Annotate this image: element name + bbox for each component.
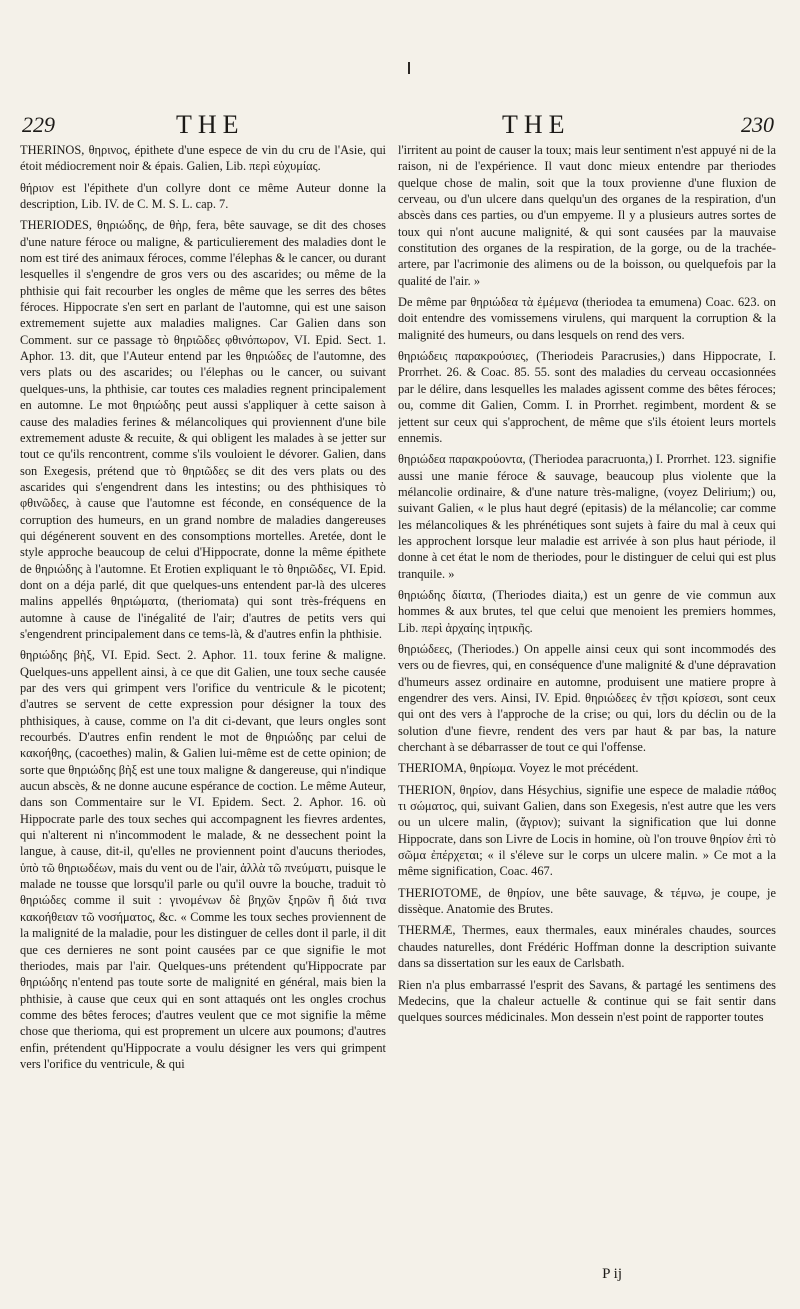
- entry-theriotome: THERIOTOME, de θηρίον, une bête sauvage, & τέμνω, je coupe, je dissèque. Anatomie des Brutes.: [398, 885, 776, 917]
- gutter-mark: [408, 62, 410, 74]
- entry-theriodea-paracruonta: θηριώδεα παρακρούοντα, (Theriodea paracruonta,) I. Prorrhet. 123. signifie aussi une manie féroce & sauvage, beaucoup plus violente que la mélancolie ordinaire, & d'une nature très-maligne, (voyez Delirium;) ou, suivant Galien, « le plus haut degré (epitasis) de la mélancolie; car comme les mélancoliques & les phrénétiques sont sujets à faire du mal à ceux qui les approchent lorsque leur maladie est arrivée à son plus haut période, il donne à cet état le nom de theriodes, pour le distinguer de celui qui est plus tranquile. »: [398, 452, 776, 581]
- left-running-head: THE: [176, 110, 245, 139]
- entry-therion: THERION, θηρίον, dans Hésychius, signifie une espece de maladie πάθος τι σώματος, qui, suivant Galien, dans son Exegesis, n'est autre que les vers ou un ulcere malin, (ἄγριον); suivant la signification que lui donne Hippocrate, dans son Livre de Locis in homine, où l'on trouve θηρίον ἐπὶ τὸ σῶμα ἐπέρχεται; « il s'éleve sur le corps un ulcere malin. » Ce mot a la même signification, Coac. 467.: [398, 782, 776, 879]
- left-page-number: 229: [22, 112, 55, 137]
- left-column: [20, 142, 386, 1264]
- entry-theriodes-diaita: θηριώδης δίαιτα, (Theriodes diaita,) est un genre de vie commun aux hommes & aux brutes, tel que celui que menoient les premiers hommes, Lib. περὶ ἀρχαίης ἰητρικῆς.: [398, 587, 776, 635]
- entry-therion-collyre: θήριον est l'épithete d'un collyre dont ce même Auteur donne la description, Lib. IV. de C. M. S. L. cap. 7.: [20, 180, 386, 212]
- entry-therioma: THERIOMA, θηρίωμα. Voyez le mot précédent.: [398, 761, 639, 776]
- entry-theriodes-bex: θηριώδης βὴξ, VI. Epid. Sect. 2. Aphor. 11. toux ferine & maligne. Quelques-uns appellent ainsi, à ce que dit Galien, une toux seche causée par des vers qui grimpent vers l'orifice du ventricule & le picotent; d'autres se servent de cette expression pour désigner la toux des phthisiques, à cause, comme on l'a dit ci-devant, que leurs ongles sont recourbés. D'autres enfin rendent le mot de θηριώδης par celui de κακοήθης, (cacoethes) malin, & Galien lui-même est de cette opinion; de sorte que θηριώδης βὴξ est une toux maligne & dangereuse, qui n'indique aucun abscès, & ne donne aucune espérance de coction. Le même Auteur, dans son Commentaire sur le VI. Epidem. Sect. 2. Aphor. 16. où Hippocrate parle des toux seches qui accompagnent les fievres ardentes, qui n'alterent ni n'incommodent le malade, & ne dessechent point la langue, à cause, dit-il, qu'elles ne proviennent point d'aucuns theriodes, ὑπὸ τῶ θηριωδέων, mais du vent ou de l'air, ἀλλὰ τῶ πνεύματι, puisque le malade ne tousse que lorsqu'il parle ou qu'il ouvre la bouche, traduit τὸ θηριώδες comme il suit : γινομένων δὲ βηχῶν ξηρῶν ἢ διά τινα κακοήθειαν τῶ νοσήματος, &c. « Comme les toux seches proviennent de la malignité de la maladie, pour les distinguer de celles dont il parle, il dit que ces dernieres ne sont point causées par ce que signifie le mot theriodes, mais par l'air. Quelques-uns prétendent qu'Hippocrate par θηριώδης n'entend pas toute sorte de malignité en général, mais bien la phthisie, à cause que ceux qui en sont attaqués ont les ongles crochus comme des bêtes feroces; d'autres veulent que ce mot signifie la même chose que therioma, qui est proprement un ulcere aux poumons; d'autres enfin, prétendent qu'Hippocrate a voulu désigner les vers qui grimpent vers l'orifice du ventricule, & qui: [20, 648, 386, 1071]
- entry-theriodea-emumena: De même par θηριώδεα τὰ ἐμέμενα (theriodea ta emumena) Coac. 623. on doit entendre des vomissemens virulens, qui marquent la corruption & la malignité des humeurs, ou dans lesquels on rend des vers.: [398, 295, 776, 342]
- page-header: [0, 110, 800, 144]
- entry-thermae-text: Rien n'a plus embarrassé l'esprit des Savans, & partagé les sentimens des Medecins, que la chaleur actuelle & continue qui se fait sentir dans quelques sources médicinales. Mon dessein n'est point de rapporter toutes: [398, 977, 776, 1025]
- entry-theriodes-vers: θηριώδεες, (Theriodes.) On appelle ainsi ceux qui sont incommodés des vers ou de fievres, qui, en conséquence d'une malignité & d'une dépravation d'humeurs assez ordinaire en automne, produisent une matiere propre à engendrer des vers. Ainsi, IV. Epid. θηριώδεες ἐν τῇσι κρίσεσι, sont ceux qui ont des vers à l'approche de la crise; ou qui, lors du déclin ou de la solution d'une fievre, rendent des vers par haut & par bas, la nature cherchant à se débarrasser de tout ce qui l'offense.: [398, 641, 776, 755]
- signature-mark: P ij: [602, 1266, 622, 1282]
- entry-continuation: l'irritent au point de causer la toux; mais leur sentiment n'est appuyé ni de la raison, ni de l'expérience. Il vaut donc mieux entendre par theriodes quelque chose de malin, soit que la toux provienne d'une fluxion de cerveau, ou d'un ulcere dans quelqu'un des organes de la respiration, d'un abscès dans ces parties, ou d'un empyeme. Il y a plusieurs autres sortes de toux qui n'ont aucune malignité, & qui sont causées par la mauvaise constitution des organes de la respiration, de la gorge, ou de la trachée-artere, par l'acrimonie des alimens ou de la boisson, ou quelquefois par la qualité de l'air. »: [398, 143, 776, 288]
- entry-therinos: THERINOS, θηρινος, épithete d'une espece de vin du cru de l'Asie, qui étoit médiocrement noir & épais. Galien, Lib. περὶ εὐχυμίας.: [20, 143, 386, 174]
- right-page-number: 230: [741, 112, 774, 137]
- right-running-head: THE: [502, 110, 571, 139]
- entry-theriodeis-paracrusies: θηριώδεις παρακρούσιες, (Theriodeis Paracrusies,) dans Hippocrate, I. Prorrhet. 26. & Coac. 85. 55. sont des maladies du cerveau occasionnées par le délire, dans lesquelles les malades agissent comme des bêtes féroces; ou, comme dit Galien, Comm. I. in Prorrhet. regimbent, mordent & se jettent sur ceux qui s'approchent, de même que s'ils étoient leurs mortels ennemis.: [398, 349, 776, 445]
- entry-theriodes: THERIODES, θηριώδης, de θὴρ, fera, bête sauvage, se dit des choses d'une nature féroce ou maligne, & particulierement des maladies dont le nom est tiré des animaux féroces, comme l'élephas & le cancer, ou durant lesquelles il s'engendre de gros vers ou des ascarides; ou même de la phthisie qui fait recourber les ongles de même que les serres des bêtes féroces. Hippocrate s'en sert en parlant de l'automne, qui est une saison extremement sujette aux maladies malignes. Car Galien dans son Comment. sur ce passage τὸ θηριῶδες φθινόπωρον, VI. Epid. Sect. 1. Aphor. 13. dit, que l'Auteur entend par les θηριώδες de l'automne, des vers plats ou des ascarides; ou l'élephas ou le cancer, ou suivant quelques-uns, la phthisie, car toutes ces maladies regnent principalement en automne. Le mot θηριώδης peut aussi s'appliquer à cette saison à cause des maladies ferines & mélancoliques qui proviennent d'une bile extremement aduste & recuite, & qui obligent les malades à se jetter sur tout ce qu'ils rencontrent, comme s'ils vouloient le dévorer. Galien, dans son Exegesis, prétend que τὸ θηριῶδες se dit des vers plats ou des ascarides qui s'engendrent dans les intestins; ou des phthisiques τὸ φθινῶδες, à cause que l'automne est féconde, en conséquence de la corruption des humeurs, en un grand nombre de maladies dangereuses qui dégénerent souvent en des consomptions mortelles. Aretée, dont le style approche beaucoup de celui d'Hippocrate, donne la même épithete de θηριώδης à l'automne. Et Erotien expliquant le τὸ θηριῶδες, VI. Epid. dont on a déja parlé, dit que quelques-uns entendent par-là des ulceres malins appellés θηριώματα, (theriomata) qui sont très-fréquens en automne à cause de l'inégalité de l'air; d'autres de petits vers qui s'engendrent principalement dans ce tems-là, & d'autres enfin la phthisie.: [20, 218, 386, 641]
- right-column: [398, 142, 776, 1264]
- entry-thermae: THERMÆ, Thermes, eaux thermales, eaux minérales chaudes, sources chaudes naturelles, dont Frédéric Hoffman donne la description suivante dans sa dissertation sur les eaux de Carlsbath.: [398, 923, 776, 971]
